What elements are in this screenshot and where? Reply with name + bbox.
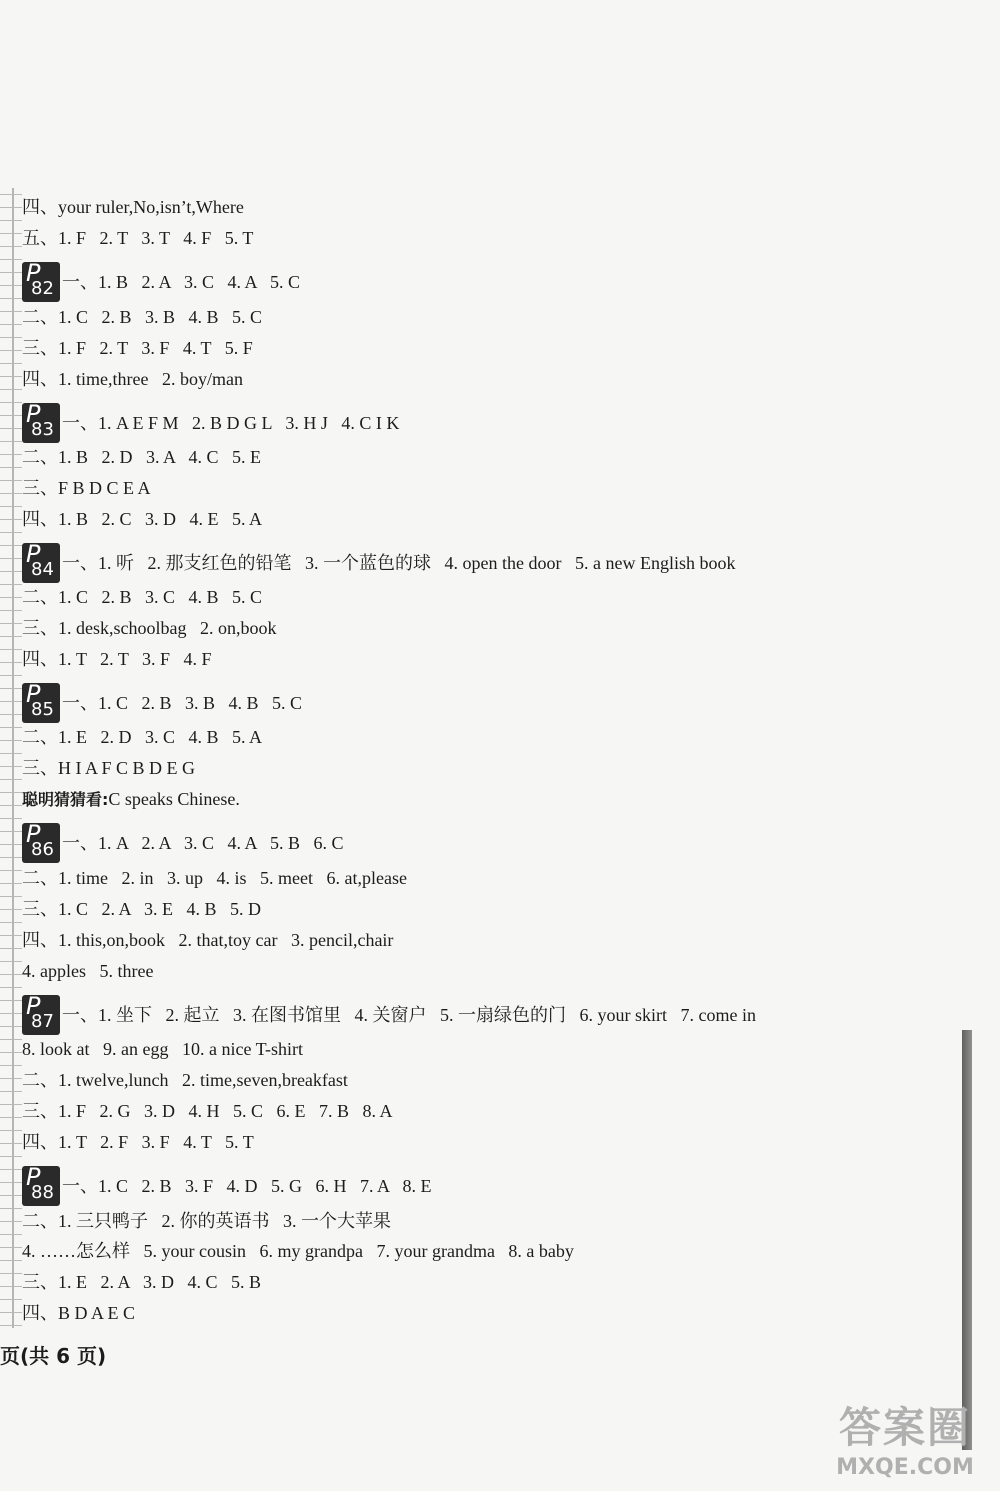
page-number-badge xyxy=(22,540,60,583)
answer-text: 四、1. this,on,book 2. that,toy car 3. pencil,chair xyxy=(22,930,394,950)
answer-text: 二、1. 三只鸭子 2. 你的英语书 3. 一个大苹果 xyxy=(22,1211,391,1231)
answer-text: 四、your ruler,No,isn’t,Where xyxy=(22,197,244,217)
answer-line xyxy=(22,929,393,951)
answer-line xyxy=(22,992,756,1035)
page-number-badge xyxy=(22,1163,60,1206)
page-edge-shadow xyxy=(962,1030,972,1450)
decorative-border xyxy=(0,188,22,1328)
answer-line xyxy=(22,726,262,748)
section-label: 聪明猜猜看: xyxy=(22,790,109,809)
answer-text: 三、1. E 2. A 3. D 4. C 5. B xyxy=(22,1272,262,1292)
answer-line xyxy=(22,540,736,583)
answer-line xyxy=(22,1100,393,1122)
answer-text: 一、1. 听 2. 那支红色的铅笔 3. 一个蓝色的球 4. open the door 5. a new English book xyxy=(62,553,736,573)
answer-text: 四、1. time,three 2. boy/man xyxy=(22,369,243,389)
answer-line xyxy=(22,1038,303,1060)
answer-line xyxy=(22,477,151,499)
answer-line xyxy=(22,368,243,390)
answer-text: C speaks Chinese. xyxy=(108,789,240,809)
page-number-badge xyxy=(22,259,60,302)
answer-text: 8. look at 9. an egg 10. a nice T-shirt xyxy=(22,1039,303,1059)
answer-line xyxy=(22,757,195,779)
page-number-badge xyxy=(22,992,60,1035)
answer-text: 三、1. desk,schoolbag 2. on,book xyxy=(22,618,277,638)
answer-line xyxy=(22,508,262,530)
watermark xyxy=(820,1395,990,1485)
answer-line xyxy=(22,196,244,218)
answer-line xyxy=(22,1163,432,1206)
badge-number: 85 xyxy=(31,699,54,720)
answer-line xyxy=(22,446,261,468)
answer-text: 四、1. T 2. F 3. F 4. T 5. T xyxy=(22,1132,254,1152)
answer-line xyxy=(22,960,153,982)
answer-line xyxy=(22,586,262,608)
badge-prefix: P xyxy=(26,259,41,287)
answer-text: 二、1. B 2. D 3. A 4. C 5. E xyxy=(22,447,262,467)
badge-prefix: P xyxy=(26,1163,41,1191)
answer-line xyxy=(22,898,261,920)
answer-line xyxy=(22,788,240,811)
answer-text: 四、1. B 2. C 3. D 4. E 5. A xyxy=(22,509,263,529)
answer-text: 二、1. time 2. in 3. up 4. is 5. meet 6. at,please xyxy=(22,868,407,888)
answer-text: 二、1. C 2. B 3. B 4. B 5. C xyxy=(22,307,263,327)
answer-line xyxy=(22,400,400,443)
answer-line xyxy=(22,1210,391,1232)
answer-text: 五、1. F 2. T 3. T 4. F 5. T xyxy=(22,228,254,248)
answer-text: 四、B D A E C xyxy=(22,1303,136,1323)
badge-number: 83 xyxy=(31,419,54,440)
answer-text: 一、1. C 2. B 3. F 4. D 5. G 6. H 7. A 8. E xyxy=(62,1176,432,1196)
watermark-url: MXQE.COM xyxy=(836,1455,974,1480)
answer-text: 一、1. A 2. A 3. C 4. A 5. B 6. C xyxy=(62,833,344,853)
answer-line xyxy=(22,259,301,302)
badge-number: 87 xyxy=(31,1011,54,1032)
answer-text: 二、1. C 2. B 3. C 4. B 5. C xyxy=(22,587,263,607)
answer-text: 一、1. 坐下 2. 起立 3. 在图书馆里 4. 关窗户 5. 一扇绿色的门 6. your skirt 7. come in xyxy=(62,1005,756,1025)
badge-number: 84 xyxy=(31,559,54,580)
answer-line xyxy=(22,1271,261,1293)
badge-prefix: P xyxy=(26,540,41,568)
answer-text: 三、H I A F C B D E G xyxy=(22,758,196,778)
page-number-badge xyxy=(22,820,60,863)
answer-text: 三、F B D C E A xyxy=(22,478,151,498)
badge-number: 86 xyxy=(31,839,54,860)
answer-text: 一、1. B 2. A 3. C 4. A 5. C xyxy=(62,272,301,292)
answer-line xyxy=(22,1302,135,1324)
answer-line xyxy=(22,306,262,328)
answer-line xyxy=(22,1131,254,1153)
answer-line xyxy=(22,680,303,723)
answer-line xyxy=(22,1240,574,1262)
answer-text: 二、1. twelve,lunch 2. time,seven,breakfast xyxy=(22,1070,348,1090)
badge-prefix: P xyxy=(26,680,41,708)
answer-line xyxy=(22,820,344,863)
page-number-badge xyxy=(22,680,60,723)
answer-text: 一、1. C 2. B 3. B 4. B 5. C xyxy=(62,693,303,713)
page-footer: 页(共 6 页) xyxy=(0,1344,107,1368)
answer-text: 四、1. T 2. T 3. F 4. F xyxy=(22,649,212,669)
answer-text: 一、1. A E F M 2. B D G L 3. H J 4. C I K xyxy=(62,413,400,433)
answer-line xyxy=(22,227,253,249)
answer-text: 4. ……怎么样 5. your cousin 6. my grandpa 7. your grandma 8. a baby xyxy=(22,1241,574,1261)
answer-text: 三、1. F 2. G 3. D 4. H 5. C 6. E 7. B 8. A xyxy=(22,1101,393,1121)
answer-line xyxy=(22,648,212,670)
answer-line xyxy=(22,617,276,639)
badge-number: 82 xyxy=(31,278,54,299)
badge-prefix: P xyxy=(26,820,41,848)
answer-line xyxy=(22,867,407,889)
answer-text: 二、1. E 2. D 3. C 4. B 5. A xyxy=(22,727,263,747)
badge-prefix: P xyxy=(26,400,41,428)
answer-text: 三、1. F 2. T 3. F 4. T 5. F xyxy=(22,338,253,358)
answer-line xyxy=(22,337,253,359)
answer-text: 4. apples 5. three xyxy=(22,961,154,981)
decorative-line xyxy=(12,188,14,1328)
badge-number: 88 xyxy=(31,1182,54,1203)
page-number-badge xyxy=(22,400,60,443)
answer-text: 三、1. C 2. A 3. E 4. B 5. D xyxy=(22,899,262,919)
badge-prefix: P xyxy=(26,992,41,1020)
watermark-title: 答案圈 xyxy=(838,1403,971,1452)
answer-line xyxy=(22,1069,348,1091)
